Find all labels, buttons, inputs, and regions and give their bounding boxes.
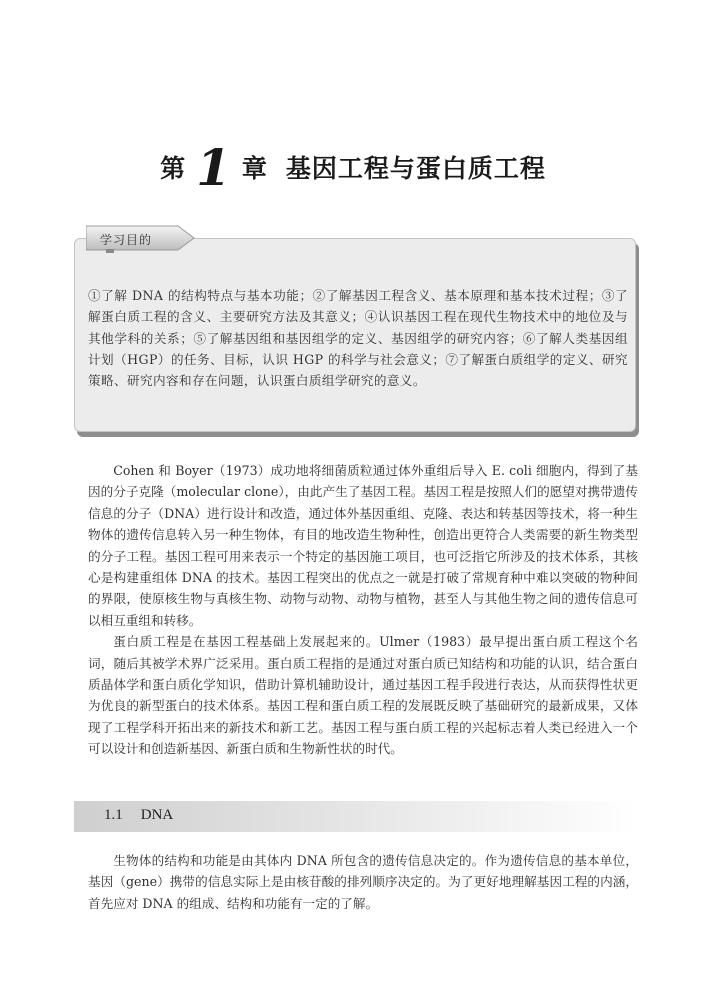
section-title: DNA bbox=[140, 807, 174, 823]
objectives-text: ①了解 DNA 的结构特点与基本功能；②了解基因工程含义、基本原理和基本技术过程；③了解蛋白质工程的含义、主要研究方法及其意义；④认识基因工程在现代生物技术中的地位及与其他学科的关系；⑤了解基因组和基因组学的定义、基因组学的研究内容；⑥了解人类基因组计划（HGP）的任务、目标，认识 HGP 的科学与社会意义；⑦了解蛋白质组学的定义、研究策略、研究内容和存在问题，认识蛋白质组学研究的意义。 bbox=[88, 288, 628, 389]
chapter-suffix: 章 bbox=[241, 154, 268, 183]
intro-paragraph: 蛋白质工程是在基因工程基础上发展起来的。Ulmer（1983）最早提出蛋白质工程这个名词，随后其被学术界广泛采用。蛋白质工程指的是通过对蛋白质已知结构和功能的认识，结合蛋白质晶体学和蛋白质化学知识，借助计算机辅助设计，通过基因工程手段进行表达，从而获得性状更为优良的新型蛋白的技术体系。基因工程和蛋白质工程的发展既反映了基础研究的最新成果，又体现了工程学科开拓出来的新技术和新工艺。基因工程与蛋白质工程的兴起标志着人类已经进入一个可以设计和创造新基因、新蛋白质和生物新性状的时代。 bbox=[88, 634, 638, 757]
intro-body bbox=[88, 460, 638, 760]
chapter-name: 基因工程与蛋白质工程 bbox=[285, 154, 546, 183]
chapter-number: 1 bbox=[196, 138, 232, 197]
chapter-title bbox=[0, 138, 706, 197]
section-paragraph: 生物体的结构和功能是由其体内 DNA 所包含的遗传信息决定的。作为遗传信息的基本单位，基因（gene）携带的信息实际上是由核苷酸的排列顺序决定的。为了更好地理解基因工程的内涵，首先应对 DNA 的组成、结构和功能有一定的了解。 bbox=[88, 853, 638, 911]
intro-paragraph: Cohen 和 Boyer（1973）成功地将细菌质粒通过体外重组后导入 E. coli 细胞内，得到了基因的分子克隆（molecular clone），由此产生了基因工程。基因工程是按照人们的愿望对携带遗传信息的分子（DNA）进行设计和改造，通过体外基因重组、克隆、表达和转基因等技术，将一种生物体的遗传信息转入另一种生物体，有目的地改造生物种性，创造出更符合人类需要的新生物类型的分子工程。基因工程可用来表示一个特定的基因施工项目，也可泛指它所涉及的技术体系，其核心是构建重组体 DNA 的技术。基因工程突出的优点之一就是打破了常规育种中难以突破的物种间的界限，使原核生物与真核生物、动物与动物、动物与植物，甚至人与其他生物之间的遗传信息可以相互重组和转移。 bbox=[88, 463, 638, 628]
section-heading bbox=[104, 807, 173, 824]
chapter-prefix: 第 bbox=[160, 154, 187, 183]
objectives-tab-label: 学习目的 bbox=[100, 233, 153, 247]
section-number: 1.1 bbox=[104, 807, 123, 823]
section-body bbox=[88, 850, 638, 914]
